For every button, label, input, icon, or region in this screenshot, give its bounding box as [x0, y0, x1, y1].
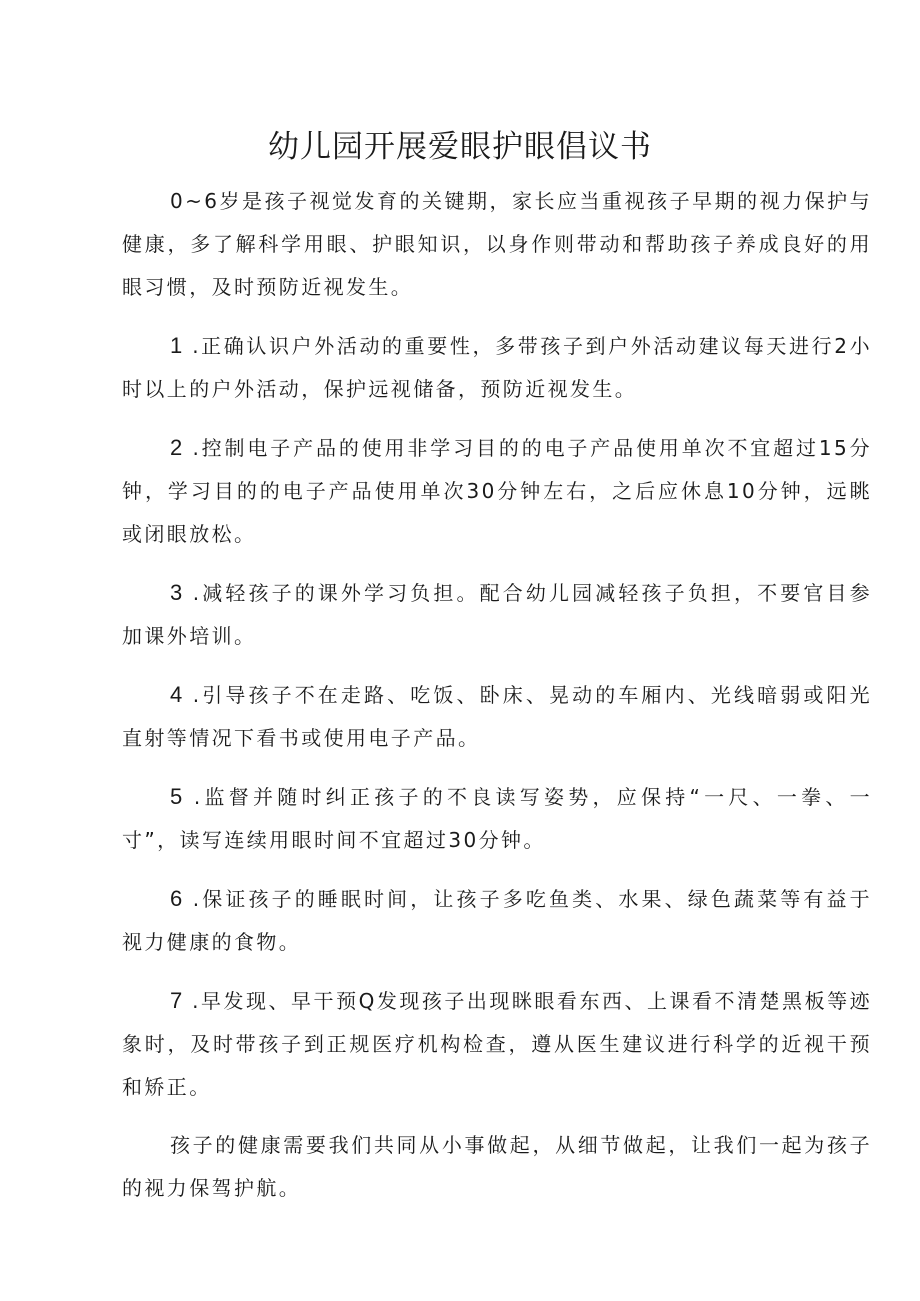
item-paragraph-2 — [122, 426, 872, 556]
item-paragraph-3 — [122, 571, 872, 658]
item-text: .减轻孩子的课外学习负担。配合幼儿园减轻孩子负担，不要官目参加课外培训。 — [122, 581, 872, 648]
item-text: .控制电子产品的使用非学习目的的电子产品使用单次不宜超过15分钟，学习目的的电子产品使用单次30分钟左右，之后应休息10分钟，远眺或闭眼放松。 — [122, 436, 872, 546]
item-paragraph-1 — [122, 324, 872, 411]
item-number: 6 — [170, 886, 184, 911]
item-number: 7 — [170, 988, 184, 1013]
item-text: .引导孩子不在走路、吃饭、卧床、晃动的车厢内、光线暗弱或阳光直射等情况下看书或使用电子产品。 — [122, 683, 872, 750]
item-paragraph-4 — [122, 673, 872, 760]
document-title: 幼儿园开展爱眼护眼倡议书 — [268, 129, 652, 165]
item-number: 2 — [170, 435, 184, 460]
item-text: .早发现、早干预Q发现孩子出现眯眼看东西、上课看不清楚黑板等迹象时，及时带孩子到正规医疗机构检查，遵从医生建议进行科学的近视干预和矫正。 — [122, 989, 872, 1099]
item-number: 1 — [170, 333, 184, 358]
item-text: .正确认识户外活动的重要性，多带孩子到户外活动建议每天进行2小时以上的户外活动，保护远视储备，预防近视发生。 — [122, 334, 872, 401]
item-text: .监督并随时纠正孩子的不良读写姿势，应保持“一尺、一拳、一寸”，读写连续用眼时间不宜超过30分钟。 — [122, 785, 872, 852]
item-number: 4 — [170, 682, 184, 707]
item-number: 3 — [170, 580, 184, 605]
closing-paragraph: 孩子的健康需要我们共同从小事做起，从细节做起，让我们一起为孩子的视力保驾护航。 — [122, 1133, 872, 1200]
item-paragraph-6 — [122, 877, 872, 964]
item-paragraph-5 — [122, 775, 872, 862]
item-number: 5 — [170, 784, 184, 809]
intro-paragraph: 0~6岁是孩子视觉发育的关键期，家长应当重视孩子早期的视力保护与健康，多了解科学用眼、护眼知识，以身作则带动和帮助孩子养成良好的用眼习惯，及时预防近视发生。 — [122, 189, 872, 299]
document-body — [122, 180, 872, 1225]
item-text: .保证孩子的睡眠时间，让孩子多吃鱼类、水果、绿色蔬菜等有益于视力健康的食物。 — [122, 887, 872, 954]
item-paragraph-7 — [122, 979, 872, 1109]
